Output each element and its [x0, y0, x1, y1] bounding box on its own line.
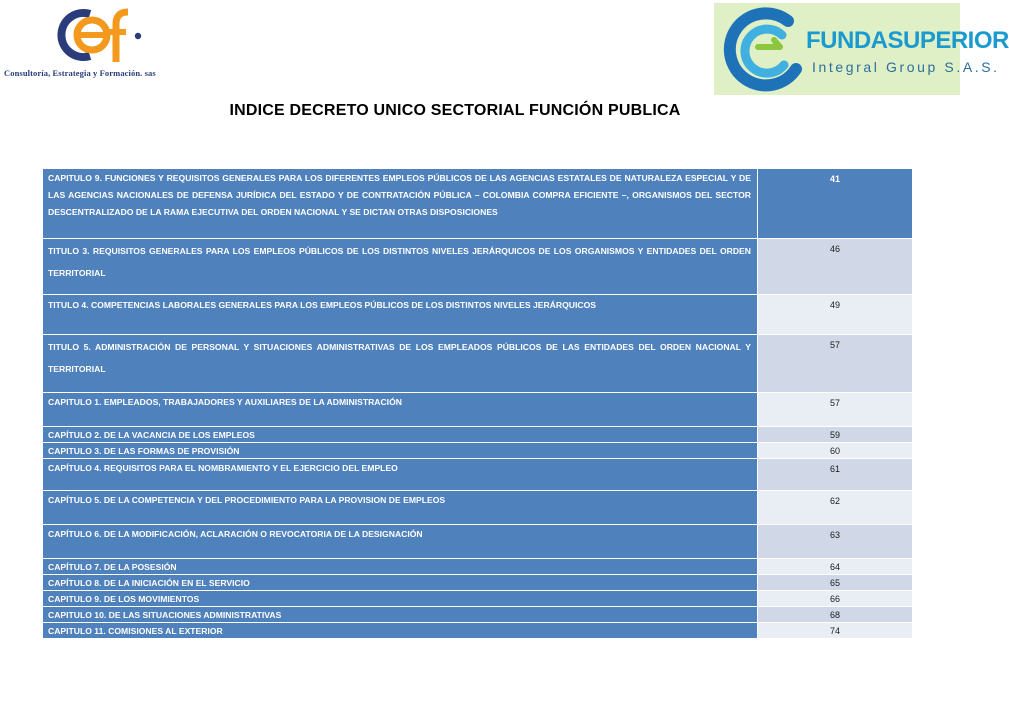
table-row — [43, 335, 913, 393]
table-row — [43, 623, 913, 639]
row-page: 61 — [758, 459, 913, 491]
row-page: 63 — [758, 525, 913, 559]
row-label: CAPÍTULO 8. DE LA INICIACIÓN EN EL SERVICIO — [43, 575, 758, 591]
row-label: CAPITULO 1. EMPLEADOS, TRABAJADORES Y AUXILIARES DE LA ADMINISTRACIÓN — [43, 393, 758, 427]
fundasuperior-swirl-icon — [718, 7, 810, 93]
row-page: 66 — [758, 591, 913, 607]
row-page: 49 — [758, 295, 913, 335]
row-label: CAPITULO 3. DE LAS FORMAS DE PROVISIÓN — [43, 443, 758, 459]
table-row — [43, 169, 913, 239]
row-page: 74 — [758, 623, 913, 639]
index-table — [42, 168, 913, 639]
row-page: 57 — [758, 393, 913, 427]
row-page: 60 — [758, 443, 913, 459]
row-label: CAPÍTULO 2. DE LA VACANCIA DE LOS EMPLEOS — [43, 427, 758, 443]
row-label: CAPITULO 9. DE LOS MOVIMIENTOS — [43, 591, 758, 607]
table-row — [43, 525, 913, 559]
table-row — [43, 393, 913, 427]
row-label: TITULO 4. COMPETENCIAS LABORALES GENERALES PARA LOS EMPLEOS PÚBLICOS DE LOS DISTINTOS NIVELES JERÁRQUICOS — [43, 295, 758, 335]
table-row — [43, 491, 913, 525]
fundasuperior-tagline: Integral Group S.A.S. — [812, 59, 1000, 75]
row-label: TITULO 5. ADMINISTRACIÓN DE PERSONAL Y SITUACIONES ADMINISTRATIVAS DE LOS EMPLEADOS PÚBLICOS DE LAS ENTIDADES DEL ORDEN NACIONAL Y TERRITORIAL — [43, 335, 758, 393]
fundasuperior-name: FUNDASUPERIOR — [806, 27, 1009, 54]
row-label: CAPITULO 10. DE LAS SITUACIONES ADMINISTRATIVAS — [43, 607, 758, 623]
row-label: CAPITULO 9. FUNCIONES Y REQUISITOS GENERALES PARA LOS DIFERENTES EMPLEOS PÚBLICOS DE LAS AGENCIAS ESTATALES DE NATURALEZA ESPECIAL Y DE LAS AGENCIAS NACIONALES DE DEFENSA JURÍDICA DEL ESTADO Y DE CONTRATACIÓN PÚBLICA – COLOMBIA COMPRA EFICIENTE –, ORGANISMOS DEL SECTOR DESCENTRALIZADO DE LA RAMA EJECUTIVA DEL ORDEN NACIONAL Y SE DICTAN OTRAS DISPOSICIONES — [43, 169, 758, 239]
row-page: 64 — [758, 559, 913, 575]
row-page: 65 — [758, 575, 913, 591]
table-row — [43, 427, 913, 443]
cef-logo — [4, 2, 180, 82]
page-title: INDICE DECRETO UNICO SECTORIAL FUNCIÓN PUBLICA — [229, 102, 681, 119]
row-page: 62 — [758, 491, 913, 525]
row-label: CAPÍTULO 5. DE LA COMPETENCIA Y DEL PROCEDIMIENTO PARA LA PROVISION DE EMPLEOS — [43, 491, 758, 525]
table-row — [43, 607, 913, 623]
table-row — [43, 459, 913, 491]
table-row — [43, 591, 913, 607]
table-row — [43, 575, 913, 591]
row-label: CAPÍTULO 6. DE LA MODIFICACIÓN, ACLARACIÓN O REVOCATORIA DE LA DESIGNACIÓN — [43, 525, 758, 559]
row-page: 68 — [758, 607, 913, 623]
row-label: CAPITULO 11. COMISIONES AL EXTERIOR — [43, 623, 758, 639]
table-row — [43, 239, 913, 295]
row-page: 59 — [758, 427, 913, 443]
fundasuperior-logo — [714, 3, 1009, 95]
row-page: 46 — [758, 239, 913, 295]
row-label: TITULO 3. REQUISITOS GENERALES PARA LOS EMPLEOS PÚBLICOS DE LOS DISTINTOS NIVELES JERÁRQUICOS DE LOS ORGANISMOS Y ENTIDADES DEL ORDEN TERRITORIAL — [43, 239, 758, 295]
table-row — [43, 295, 913, 335]
row-label: CAPÍTULO 4. REQUISITOS PARA EL NOMBRAMIENTO Y EL EJERCICIO DEL EMPLEO — [43, 459, 758, 491]
table-row — [43, 559, 913, 575]
row-page: 57 — [758, 335, 913, 393]
cef-tagline: Consultoría, Estrategia y Formación. sas — [4, 68, 156, 78]
row-page: 41 — [758, 169, 913, 239]
row-label: CAPÍTULO 7. DE LA POSESIÓN — [43, 559, 758, 575]
cef-logo-icon — [54, 4, 144, 66]
table-row — [43, 443, 913, 459]
